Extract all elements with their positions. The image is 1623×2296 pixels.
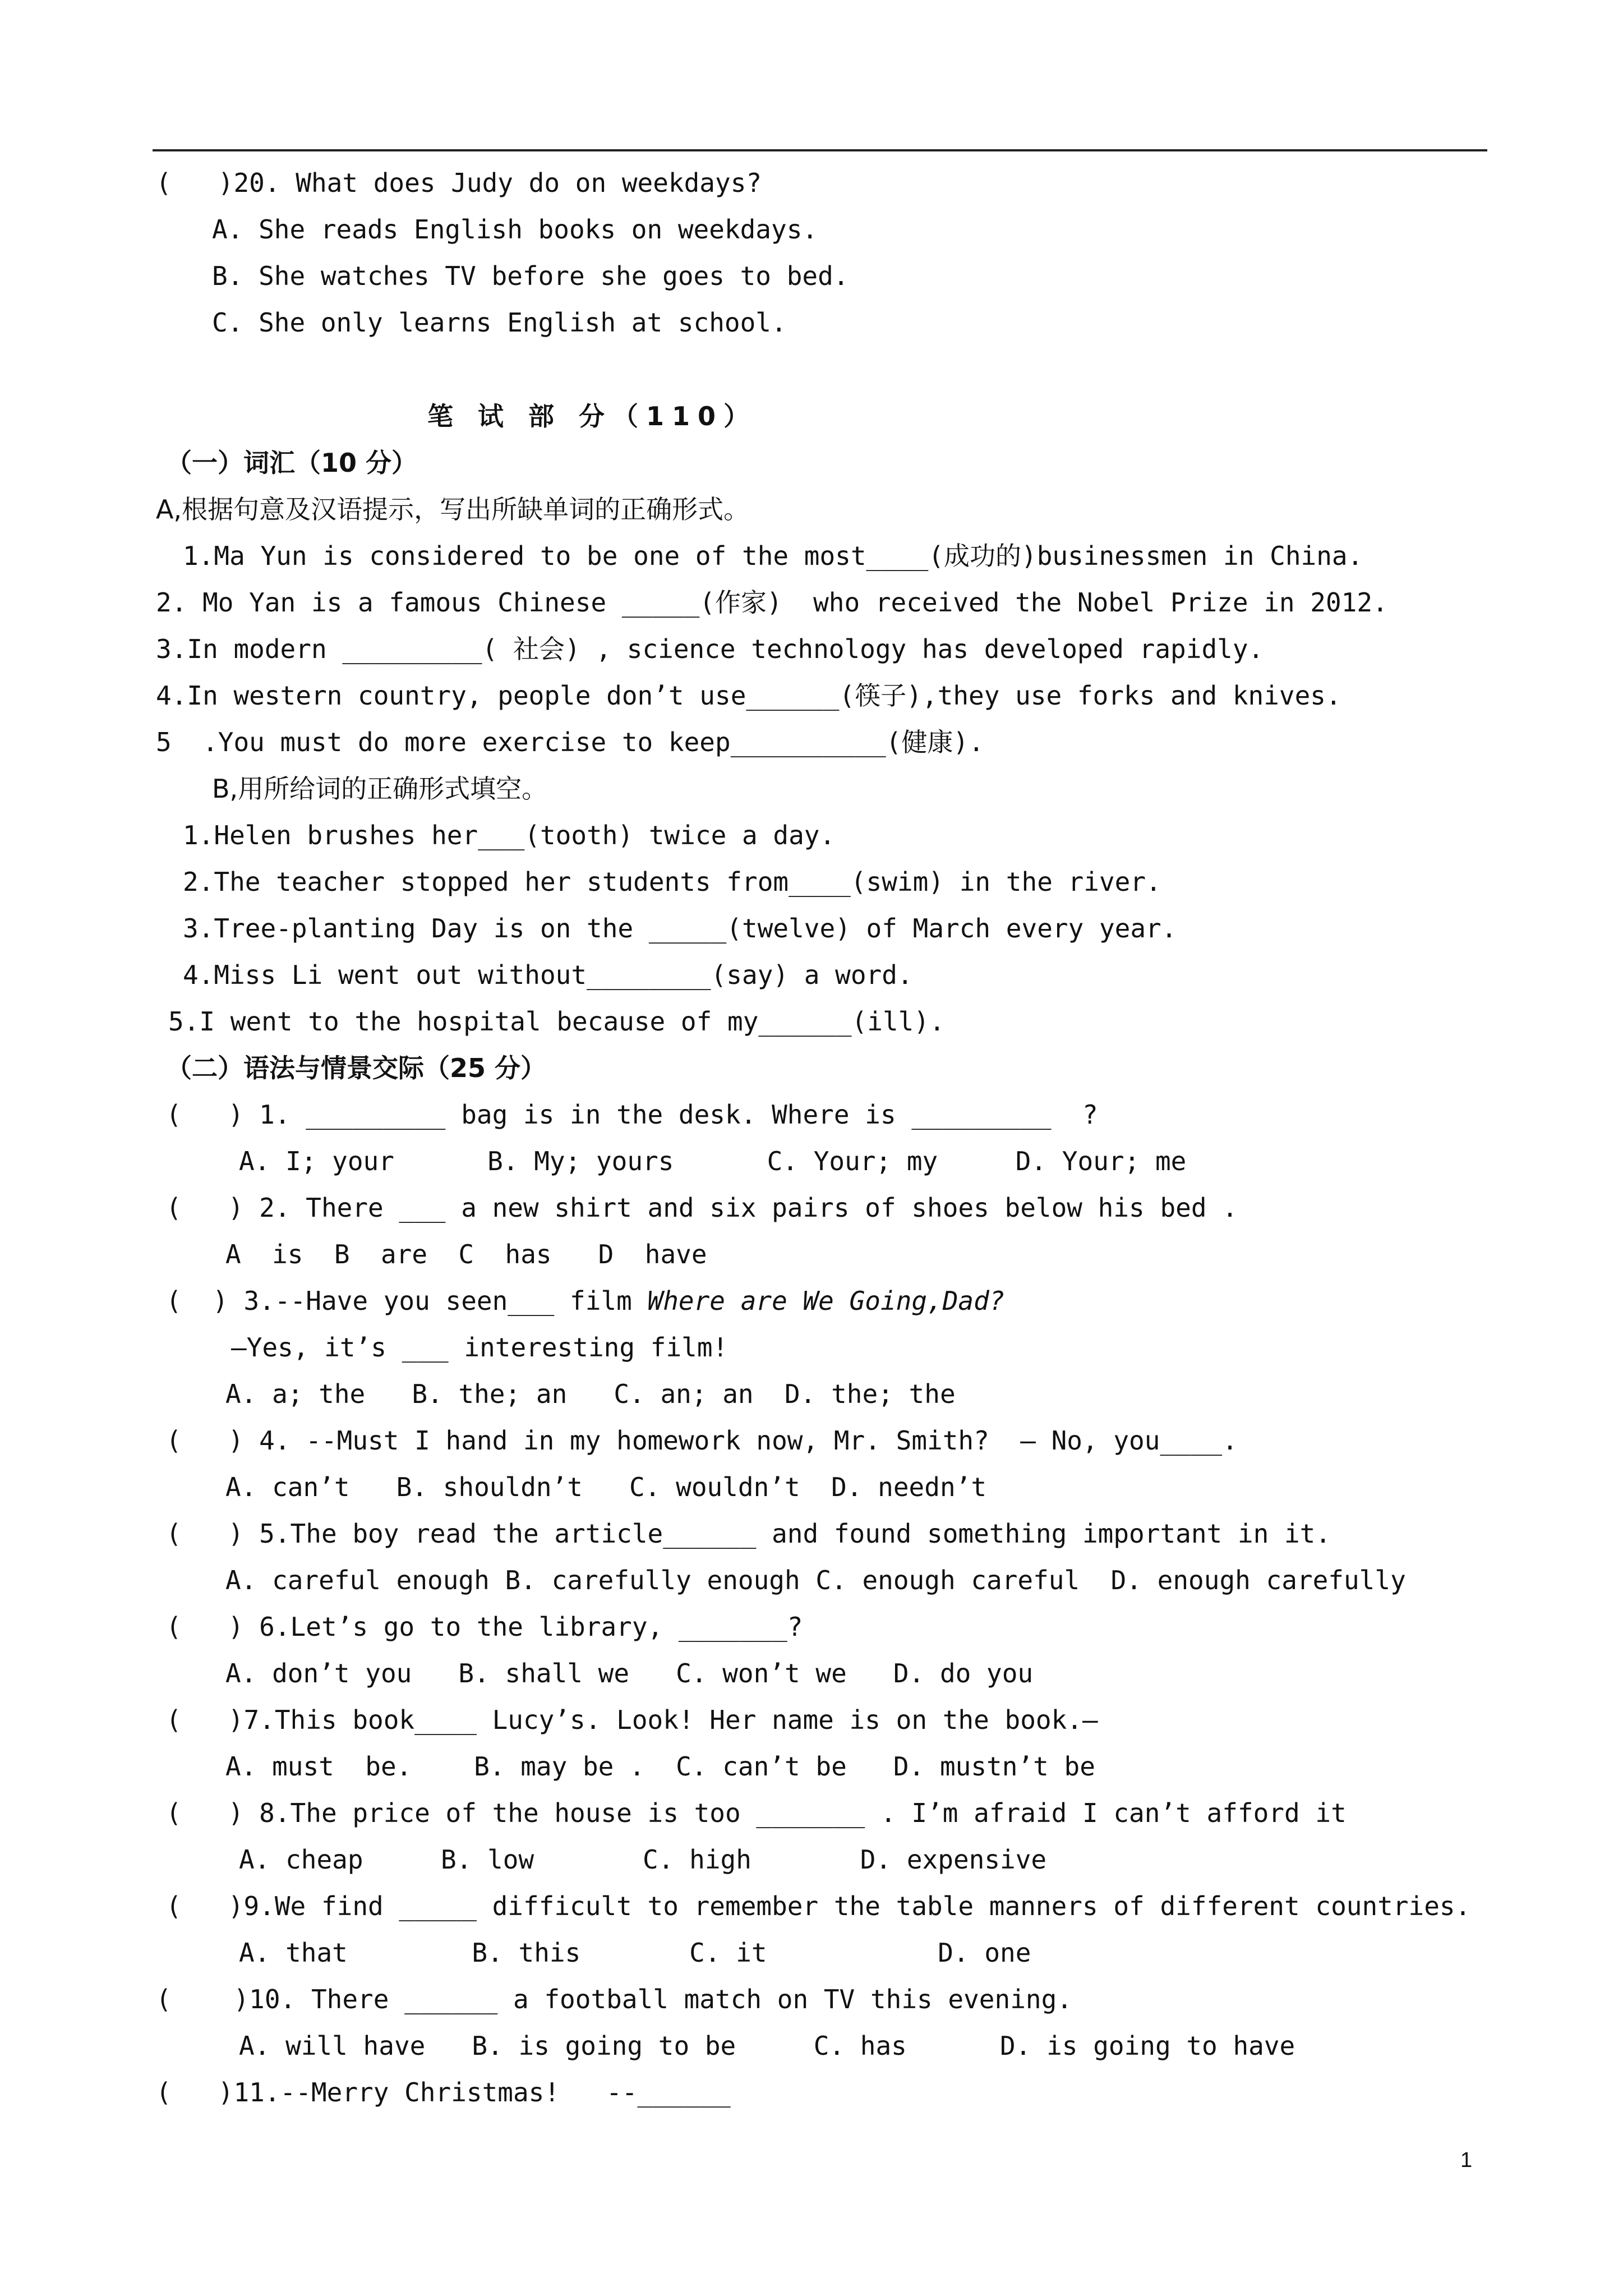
grammar-q10: ( )10. There ______ a football match on TV this evening.: [156, 1984, 1072, 2014]
grammar-q4-options: A. can’t B. shouldn’t C. wouldn’t D. needn’t: [225, 1472, 987, 1502]
grammar-q4: ( ) 4. --Must I hand in my homework now, Mr. Smith? – No, you____.: [166, 1425, 1238, 1456]
part1-heading: （一）词汇（10 分）: [166, 448, 418, 478]
vocab-a2: 2. Mo Yan is a famous Chinese _____(作家) who received the Nobel Prize in 2012.: [156, 587, 1388, 618]
grammar-q2: ( ) 2. There ___ a new shirt and six pairs of shoes below his bed .: [166, 1193, 1238, 1223]
vocab-a4: 4.In western country, people don’t use______(筷子),they use forks and knives.: [156, 680, 1341, 711]
grammar-q11: ( )11.--Merry Christmas! --______: [156, 2077, 731, 2108]
grammar-q1: ( ) 1. _________ bag is in the desk. Where is _________ ?: [166, 1099, 1098, 1130]
q20-option-c: C. She only learns English at school.: [212, 307, 787, 338]
vocab-a1: 1.Ma Yun is considered to be one of the most____(成功的)businessmen in China.: [183, 541, 1363, 571]
grammar-q5: ( ) 5.The boy read the article______ and found something important in it.: [166, 1519, 1331, 1549]
q20-stem: ( )20. What does Judy do on weekdays?: [156, 168, 762, 198]
grammar-q3-film-title: Where are We Going,Dad?: [647, 1286, 1005, 1316]
grammar-q3-options: A. a; the B. the; an C. an; an D. the; the: [225, 1379, 956, 1409]
header-rule: [153, 149, 1487, 151]
q20-option-a: A. She reads English books on weekdays.: [212, 214, 818, 245]
vocab-b2: 2.The teacher stopped her students from____(swim) in the river.: [183, 867, 1161, 897]
grammar-q6-options: A. don’t you B. shall we C. won’t we D. do you: [225, 1658, 1034, 1688]
partB-instruction: B,用所给词的正确形式填空。: [212, 774, 548, 804]
grammar-q10-options: A. will have B. is going to be C. has D. is going to have: [239, 2031, 1295, 2061]
vocab-b3: 3.Tree-planting Day is on the _____(twelve) of March every year.: [183, 913, 1177, 944]
page-number: 1: [1460, 2148, 1473, 2172]
grammar-q3-reply: –Yes, it’s ___ interesting film!: [231, 1332, 728, 1363]
vocab-a5: 5 .You must do more exercise to keep__________(健康).: [156, 727, 984, 757]
partA-instruction: A,根据句意及汉语提示，写出所缺单词的正确形式。: [156, 494, 750, 524]
grammar-q9: ( )9.We find _____ difficult to remember the table manners of different countries.: [166, 1891, 1471, 1921]
grammar-q2-options: A is B are C has D have: [225, 1239, 707, 1269]
vocab-b5: 5.I went to the hospital because of my______(ill).: [168, 1006, 945, 1037]
grammar-q9-options: A. that B. this C. it D. one: [239, 1938, 1031, 1968]
grammar-q1-options: A. I; your B. My; yours C. Your; my D. Your; me: [239, 1146, 1187, 1176]
grammar-q3: [166, 1284, 1005, 1318]
grammar-q7-options: A. must be. B. may be . C. can’t be D. mustn’t be: [225, 1751, 1095, 1782]
grammar-q5-options: A. careful enough B. carefully enough C. enough careful D. enough carefully: [225, 1565, 1406, 1595]
vocab-a3: 3.In modern _________( 社会) , science technology has developed rapidly.: [156, 634, 1264, 664]
vocab-b1: 1.Helen brushes her___(tooth) twice a day.: [183, 820, 836, 850]
grammar-q3-stem: ( ) 3.--Have you seen___ film: [166, 1286, 648, 1316]
grammar-q7: ( )7.This book____ Lucy’s. Look! Her name is on the book.–: [166, 1705, 1098, 1735]
q20-option-b: B. She watches TV before she goes to bed.: [212, 261, 849, 291]
grammar-q6: ( ) 6.Let’s go to the library, _______?: [166, 1612, 803, 1642]
grammar-q8-options: A. cheap B. low C. high D. expensive: [239, 1844, 1047, 1875]
part2-heading: （二）语法与情景交际（25 分）: [166, 1053, 547, 1083]
grammar-q8: ( ) 8.The price of the house is too _______ . I’m afraid I can’t afford it: [166, 1798, 1347, 1828]
section-title: 笔 试 部 分（110）: [427, 401, 758, 431]
vocab-b4: 4.Miss Li went out without________(say) a word.: [183, 960, 913, 990]
